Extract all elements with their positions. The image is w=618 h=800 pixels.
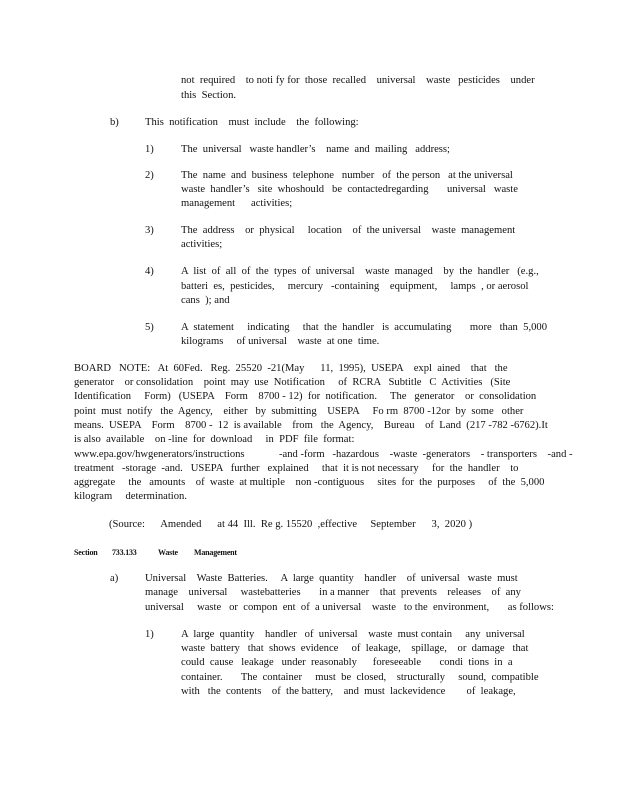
intro-line: not required to noti fy for those recalled universal waste pesticides under (181, 75, 535, 86)
section-title-word: Management (194, 548, 237, 557)
board-note-line: kilogram determination. (74, 491, 187, 502)
board-note-line: point must notify the Agency, either by submitting USEPA Fo rm 8700 -12or by some other (74, 406, 524, 417)
board-note-line: BOARD NOTE: At 60Fed. Reg. 25520 -21(May 11, 1995), USEPA expl ained that the (74, 363, 508, 374)
item-a-sub-line: waste battery that shows evidence of leakage, spillage, or damage that (181, 643, 529, 654)
item-b-text: This notification must include the following: (145, 117, 359, 128)
board-note-line: aggregate the amounts of waste at multiple non -contiguous sites for the purposes of the 5,000 (74, 477, 545, 488)
item-a-sub-line: container. The container must be closed, structurally sound, compatible (181, 672, 539, 683)
list-number: 5) (145, 322, 154, 333)
list-number: 1) (145, 629, 154, 640)
list-number: 1) (145, 144, 154, 155)
board-note-line: is also available on -line for download in PDF file format: (74, 434, 355, 445)
item-a-line: Universal Waste Batteries. A large quantity handler of universal waste must (145, 573, 518, 584)
list-item-line: The name and business telephone number of the person at the universal (181, 170, 513, 181)
list-number: 2) (145, 170, 154, 181)
board-note-line: treatment -storage -and. USEPA further explained that it is not necessary for the handler to (74, 463, 519, 474)
list-item-line: The address or physical location of the universal waste management (181, 225, 516, 236)
item-a-line: manage universal wastebatteries in a manner that prevents releases of any (145, 587, 521, 598)
list-item-line: A statement indicating that the handler is accumulating more than 5,000 (181, 322, 547, 333)
board-note-line: www.epa.gov/hwgenerators/instructions -and -form -hazardous -waste -generators - transporters -and - (74, 449, 573, 460)
intro-line: this Section. (181, 90, 237, 101)
list-item-line: waste handler’s site whoshould be contactedregarding universal waste (181, 184, 518, 195)
list-item-line: cans ); and (181, 295, 230, 306)
item-a-sub-line: could cause leakage under reasonably foreseeable condi tions in a (181, 657, 513, 668)
section-number: 733.133 (112, 548, 137, 557)
item-a-sub-line: A large quantity handler of universal waste must contain any universal (181, 629, 525, 640)
section-title-word: Waste (158, 548, 178, 557)
board-note-line: means. USEPA Form 8700 - 12 is available from the Agency, Bureau of Land (217 -782 -6762).It (74, 420, 548, 431)
list-item-line: activities; (181, 239, 223, 250)
source-note: (Source: Amended at 44 Ill. Re g. 15520 ,effective September 3, 2020 ) (109, 519, 473, 530)
item-a-label: a) (110, 573, 119, 584)
list-number: 4) (145, 266, 154, 277)
list-item-line: batteri es, pesticides, mercury -containing equipment, lamps , or aerosol (181, 281, 529, 292)
list-number: 3) (145, 225, 154, 236)
list-item-line: kilograms of universal waste at one time. (181, 336, 380, 347)
list-item-line: The universal waste handler’s name and mailing address; (181, 144, 450, 155)
board-note-line: generator or consolidation point may use Notification of RCRA Subtitle C Activities (Site (74, 377, 511, 388)
section-label: Section (74, 548, 98, 557)
list-item-line: management activities; (181, 198, 293, 209)
item-a-line: universal waste or compon ent of a universal waste to the environment, as follows: (145, 602, 554, 613)
list-item-line: A list of all of the types of universal waste managed by the handler (e.g., (181, 266, 539, 277)
item-a-sub-line: with the contents of the battery, and must lackevidence of leakage, (181, 686, 516, 697)
board-note-line: Identification Form) (USEPA Form 8700 - 12) for notification. The generator or consolidation (74, 391, 537, 402)
item-b-label: b) (110, 117, 119, 128)
